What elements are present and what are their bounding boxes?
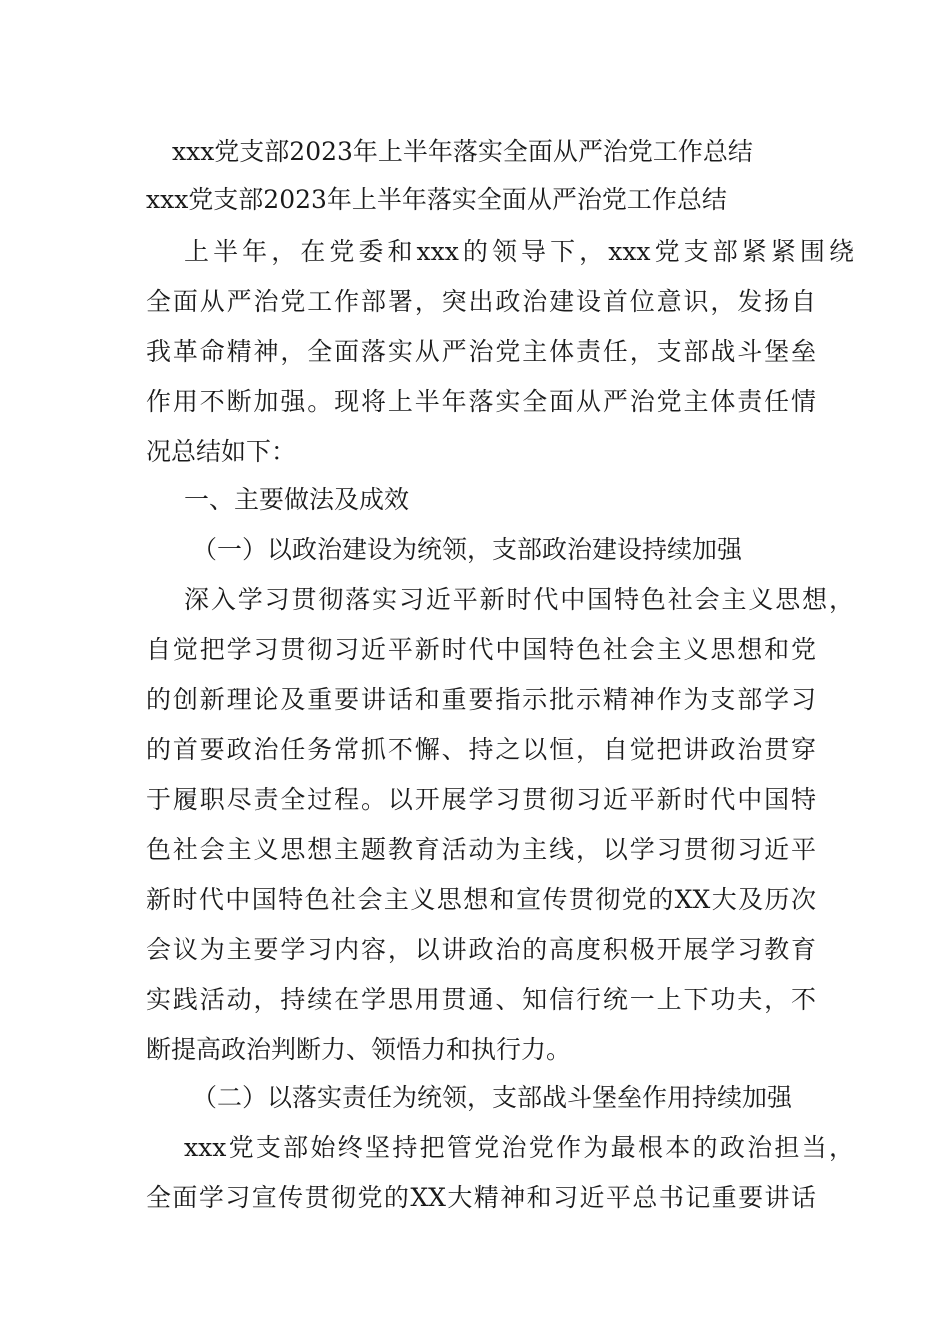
intro-line: 上半年，在党委和xxx的领导下，xxx党支部紧紧围绕 — [184, 237, 854, 266]
subsection-heading: （二）以落实责任为统领，支部战斗堡垒作用持续加强 — [192, 1083, 793, 1112]
intro-line: 全面从严治党工作部署，突出政治建设首位意识，发扬自 — [146, 287, 816, 316]
body-line: 的创新理论及重要讲话和重要指示批示精神作为支部学习 — [146, 685, 816, 714]
body-line: 的首要政治任务常抓不懈、持之以恒，自觉把讲政治贯穿 — [146, 735, 816, 764]
body-line: xxx党支部始终坚持把管党治党作为最根本的政治担当， — [184, 1133, 854, 1162]
subsection-heading: （一）以政治建设为统领，支部政治建设持续加强 — [192, 535, 743, 564]
body-line: 实践活动，持续在学思用贯通、知信行统一上下功夫，不 — [146, 985, 816, 1014]
intro-line: 我革命精神，全面落实从严治党主体责任，支部战斗堡垒 — [146, 337, 816, 366]
body-line: 全面学习宣传贯彻党的XX大精神和习近平总书记重要讲话 — [146, 1183, 816, 1212]
document-title-line-1: xxx党支部2023年上半年落实全面从严治党工作总结 — [172, 137, 753, 166]
body-line: 会议为主要学习内容，以讲政治的高度积极开展学习教育 — [146, 935, 816, 964]
body-line: 新时代中国特色社会主义思想和宣传贯彻党的XX大及历次 — [146, 885, 816, 914]
document-title-line-2: xxx党支部2023年上半年落实全面从严治党工作总结 — [146, 185, 727, 214]
section-heading: 一、主要做法及成效 — [184, 485, 410, 514]
body-line: 色社会主义思想主题教育活动为主线，以学习贯彻习近平 — [146, 835, 816, 864]
body-line: 自觉把学习贯彻习近平新时代中国特色社会主义思想和党 — [146, 635, 816, 664]
body-line: 断提高政治判断力、领悟力和执行力。 — [146, 1035, 572, 1064]
intro-line: 况总结如下： — [146, 437, 297, 466]
body-line: 于履职尽责全过程。以开展学习贯彻习近平新时代中国特 — [146, 785, 816, 814]
body-line: 深入学习贯彻落实习近平新时代中国特色社会主义思想， — [184, 585, 854, 614]
intro-line: 作用不断加强。现将上半年落实全面从严治党主体责任情 — [146, 387, 816, 416]
